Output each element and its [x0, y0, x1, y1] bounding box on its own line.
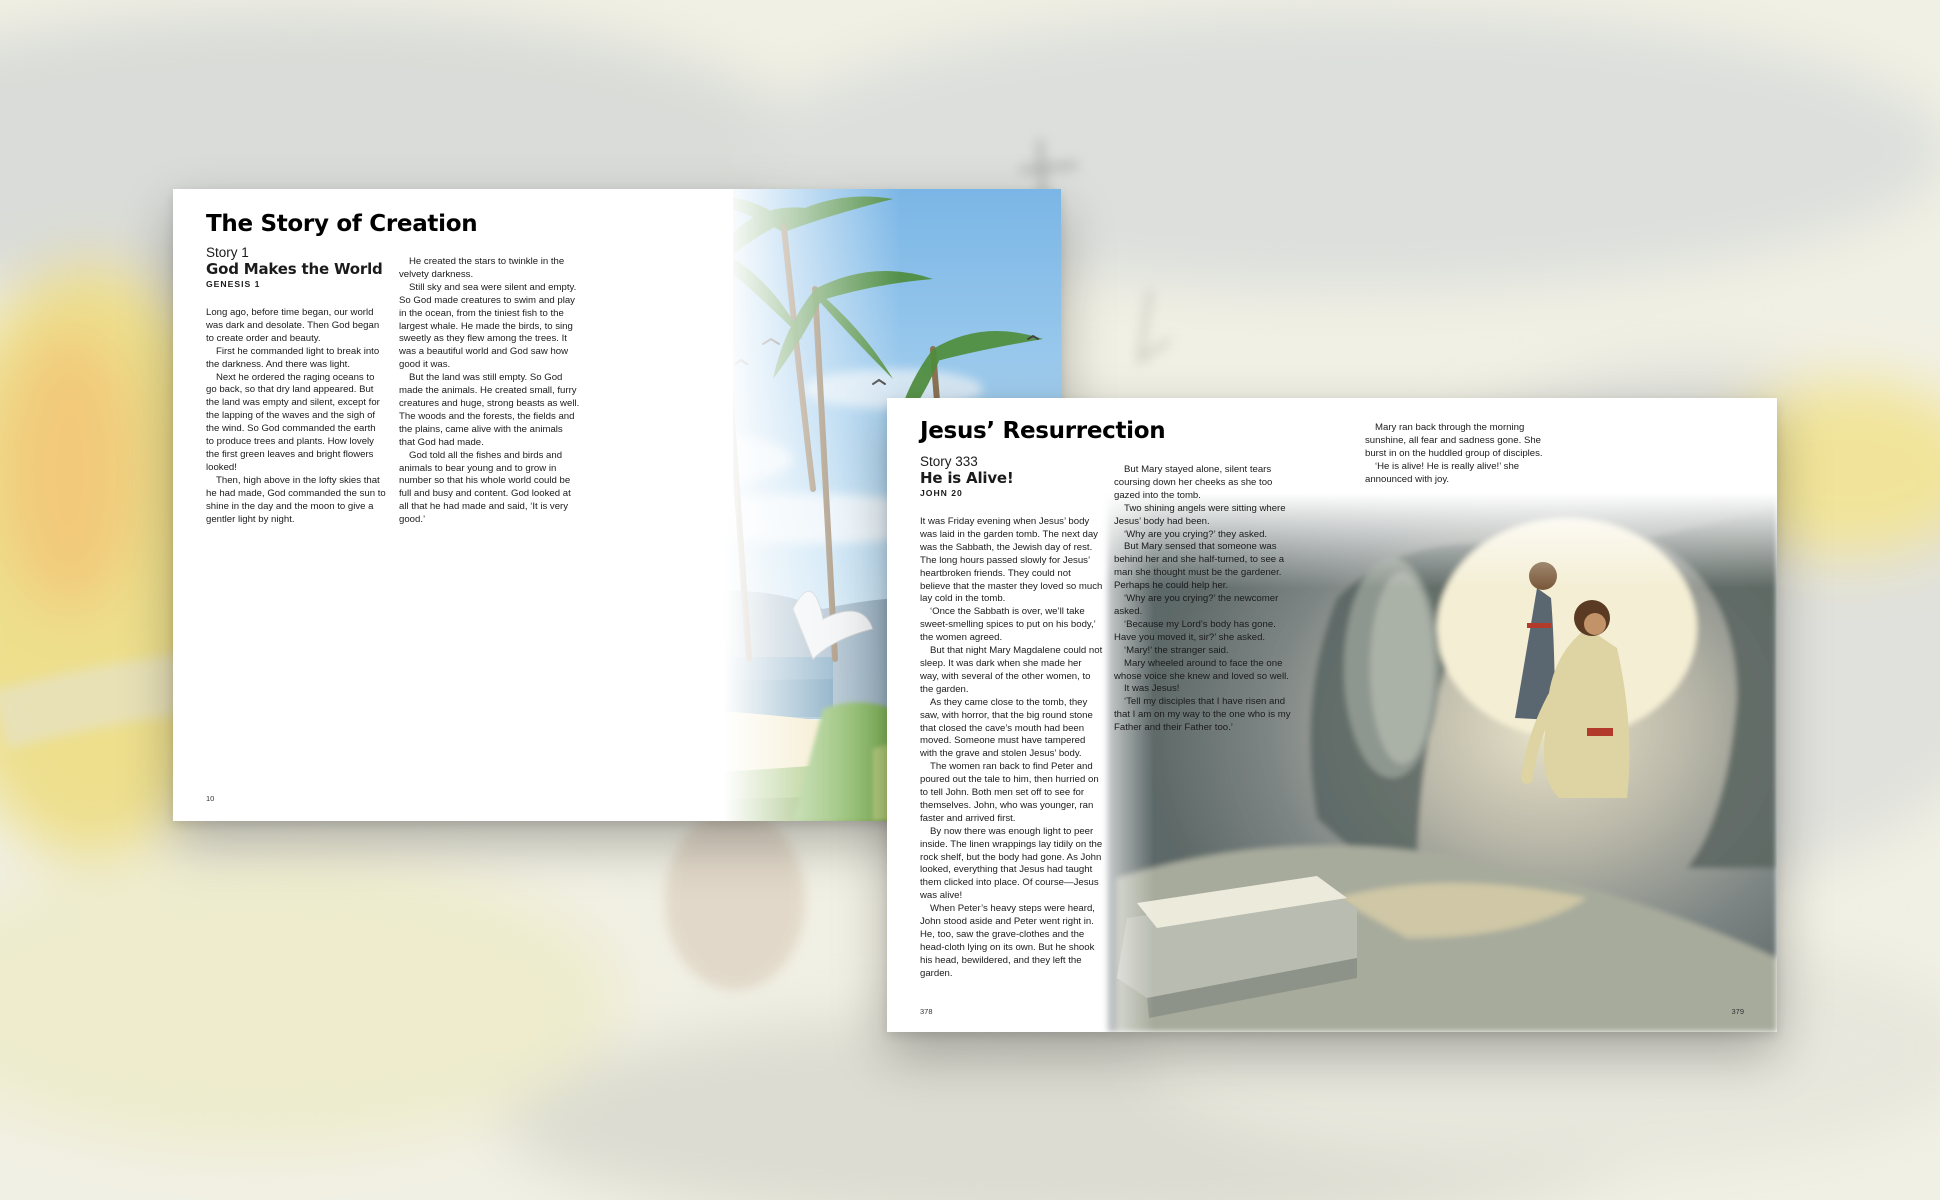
paragraph: As they came close to the tomb, they saw, with horror, that the big round stone that closed the cave’s mouth had been moved. Someone must have tampered with the grave and stolen Jesus’ body.: [920, 696, 1093, 760]
page-number-right: 379: [1731, 1007, 1744, 1016]
page-number-left: 378: [920, 1007, 933, 1016]
paragraph: ‘Mary!’ the stranger said.: [1124, 644, 1229, 656]
story-title: God Makes the World: [206, 260, 383, 278]
text-column-2: [1114, 464, 1297, 735]
story-number: Story 1: [206, 245, 249, 260]
text-column-3: [1365, 422, 1548, 487]
scripture-reference: GENESIS 1: [206, 279, 261, 289]
paragraph: ‘Because my Lord’s body has gone. Have you moved it, sir?’ she asked.: [1114, 618, 1276, 643]
story-heading: [206, 245, 386, 289]
paragraph: It was Friday evening when Jesus’ body was laid in the garden tomb. The next day was the Sabbath, the Jewish day of rest. The long hours passed slowly for Jesus’ heartbroken friends. They could not believe that the master they loved so much lay cold in the tomb.: [920, 516, 1103, 605]
text-column-1: [206, 307, 386, 526]
paragraph: Mary ran back through the morning sunshine, all fear and sadness gone. She burst in on the huddled group of disciples.: [1365, 422, 1543, 459]
page-title: Jesus’ Resurrection: [920, 418, 1166, 444]
paragraph: The women ran back to find Peter and poured out the tale to him, then hurried on to tell John. Both men set off to see for themselves. John, who was younger, ran faster and arrived first.: [920, 761, 1099, 824]
paragraph: Long ago, before time began, our world was dark and desolate. Then God began to create order and beauty.: [206, 307, 380, 344]
paragraph: First he commanded light to break into the darkness. And there was light.: [206, 345, 380, 370]
story-title: He is Alive!: [920, 469, 1014, 487]
paragraph: ‘Tell my disciples that I have risen and that I am on my way to the one who is my Father and their Father too.’: [1114, 696, 1291, 734]
story-number: Story 333: [920, 454, 978, 469]
paragraph: Next he ordered the raging oceans to go back, so that dry land appeared. But the land was empty and silent, except for the lapping of the waves and the sigh of the wind. So God commanded the earth to produce trees and plants. How lovely the first green leaves and bright flowers looked!: [206, 371, 380, 473]
page-number: 10: [206, 794, 215, 803]
paragraph: ‘He is alive! He is really alive!’ she announced with joy.: [1365, 460, 1520, 485]
paragraph: But that night Mary Magdalene could not sleep. It was dark when she made her way, with several of the other women, to the garden.: [920, 645, 1103, 695]
paragraph: Mary wheeled around to face the one whose voice she knew and loved so well.: [1114, 657, 1289, 682]
paragraph: God told all the fishes and birds and animals to bear young and to grow in number so that his whole world could be full and busy and content. God looked at all that he had made and said, ‘It is very good.’: [399, 449, 571, 526]
paragraph: He created the stars to twinkle in the velvety darkness.: [399, 256, 565, 280]
text-column-1: [920, 516, 1103, 981]
paragraph: ‘Why are you crying?’ the newcomer asked.: [1114, 593, 1279, 617]
paragraph: ‘Why are you crying?’ they asked.: [1124, 528, 1268, 540]
paragraph: ‘Once the Sabbath is over, we’ll take sweet-smelling spices to put on his body,’ the women agreed.: [920, 606, 1096, 644]
paragraph: It was Jesus!: [1124, 683, 1180, 695]
scripture-reference: JOHN 20: [920, 488, 963, 498]
text-column-2: [399, 256, 581, 527]
paragraph: Two shining angels were sitting where Jesus’ body had been.: [1114, 502, 1286, 527]
paragraph: But the land was still empty. So God made the animals. He created small, furry creatures and huge, strong beasts as well. The woods and the forests, the fields and the plains, came alive with the animals that God had made.: [399, 372, 580, 448]
paragraph: But Mary stayed alone, silent tears coursing down her cheeks as she too gazed into the tomb.: [1114, 464, 1273, 501]
paragraph: But Mary sensed that someone was behind her and she half-turned, to see a man she thought must be the gardener. Perhaps he could help her.: [1114, 541, 1285, 592]
resurrection-spread: [887, 398, 1777, 1032]
paragraph: When Peter’s heavy steps were heard, John stood aside and Peter went right in. He, too, saw the grave-clothes and the head-cloth lying on its own. But he shook his head, bewildered, and they left the garden.: [920, 903, 1095, 979]
paragraph: By now there was enough light to peer inside. The linen wrappings lay tidily on the rock shelf, but the body had gone. As John looked, everything that Jesus had taught them clicked into place. Of course—Jesus was alive!: [920, 825, 1103, 902]
paragraph: Still sky and sea were silent and empty. So God made creatures to swim and play in the ocean, from the tiniest fish to the largest whale. He made the birds, to sing sweetly as they flew among the trees. It was a beautiful world and God saw how good it was.: [399, 281, 577, 371]
story-heading: [920, 454, 1100, 498]
page-title: The Story of Creation: [206, 211, 478, 237]
paragraph: Then, high above in the lofty skies that he had made, God commanded the sun to shine in the day and the moon to give a gentler light by night.: [206, 474, 386, 525]
